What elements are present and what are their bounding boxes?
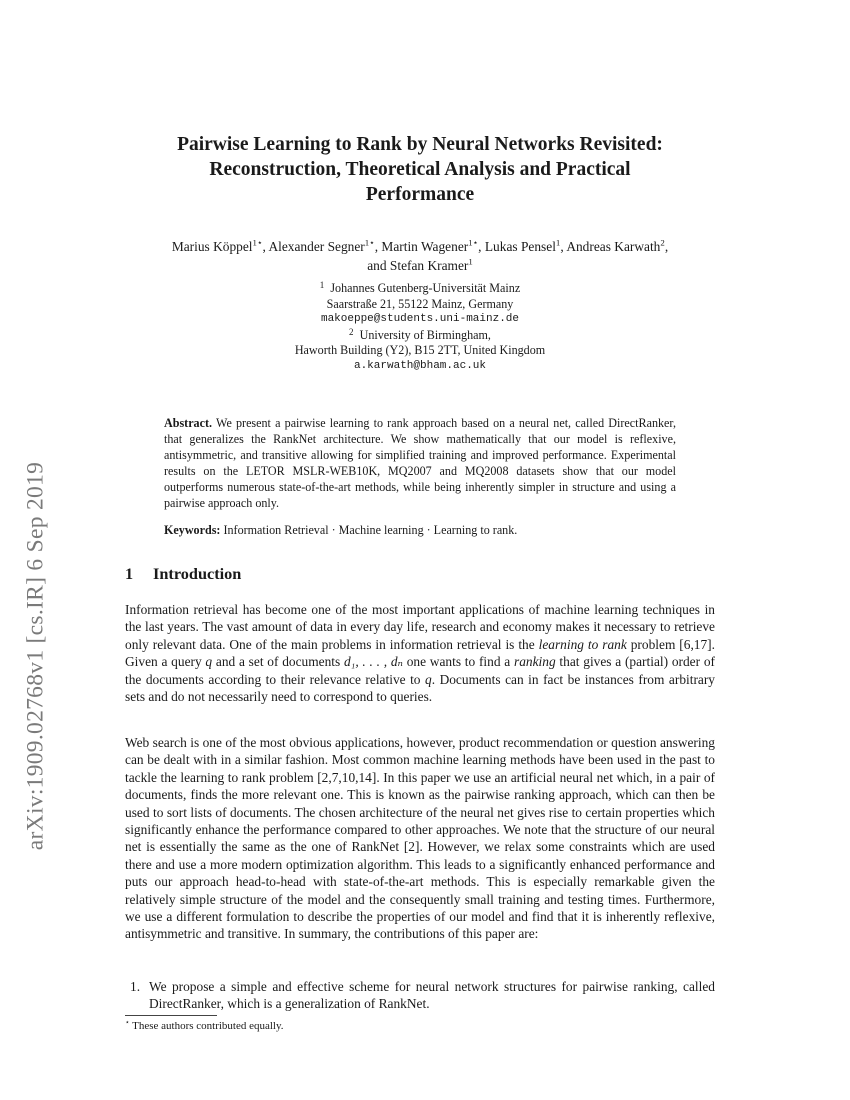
list-item xyxy=(130,978,715,1013)
email-link[interactable]: makoeppe@students.uni-mainz.de xyxy=(320,313,520,325)
affiliation-address: Saarstraße 21, 55122 Mainz, Germany xyxy=(326,296,514,311)
author-marks: 1 xyxy=(555,237,561,248)
math-var: q xyxy=(205,654,213,670)
paragraph-text: problem [6,17]. Given a query xyxy=(125,636,715,670)
footnote-rule xyxy=(125,1015,217,1016)
footnote xyxy=(125,1019,284,1033)
list-number: 1. xyxy=(130,979,141,994)
affiliation-mark: 2 xyxy=(349,326,354,337)
title-line: Performance xyxy=(365,184,475,205)
author-joiner: and xyxy=(367,258,387,273)
affiliation-name: University of Birmingham, xyxy=(359,327,491,342)
emphasis: ranking xyxy=(514,654,556,670)
author-name: Martin Wagener xyxy=(381,239,469,254)
author-name: Stefan Kramer xyxy=(389,258,469,273)
list-text: We propose a simple and effective scheme for neural network structures for pairwise ranking, called DirectRanker, which is a generalization of RankNet. xyxy=(149,979,715,1012)
math-var: d₁, . . . , dₙ xyxy=(343,654,403,670)
paragraph-text: and a set of documents xyxy=(212,654,344,670)
author-name: Alexander Segner xyxy=(268,239,365,254)
affiliation-mark: 1 xyxy=(319,280,325,290)
paragraph-text: . Documents can in fact be instances from arbitrary sets and do not necessarily need to correspond to queries. xyxy=(125,671,716,705)
author-name: Marius Köppel xyxy=(171,239,253,254)
section-title: Introduction xyxy=(153,564,242,583)
affiliation-address: Haworth Building (Y2), B15 2TT, United Kingdom xyxy=(294,343,546,357)
keywords xyxy=(164,522,676,538)
paragraph-text: one wants to find a xyxy=(402,654,514,670)
emphasis: learning to rank xyxy=(538,636,627,652)
affiliations xyxy=(125,281,715,374)
title-line: Reconstruction, Theoretical Analysis and Practical xyxy=(209,159,631,180)
author-name: Andreas Karwath xyxy=(566,239,661,254)
title-line: Pairwise Learning to Rank by Neural Networks Revisited: xyxy=(177,134,663,155)
abstract-text: We present a pairwise learning to rank approach based on a neural net, called DirectRanker, that generalizes the RankNet architecture. We show mathematically that our model is reflexive, antisymmetric, and transitive allowing for simplified training and improved performance. Experimental results on the LETOR MSLR-WEB10K, MQ2007 and MQ2008 datasets show that our model outperforms numerous state-of-the-art methods, while being inherently simpler in structure and using a pairwise approach only. xyxy=(164,416,676,510)
affiliation-name: Johannes Gutenberg-Universität Mainz xyxy=(330,281,521,295)
abstract-label: Abstract. xyxy=(164,416,213,430)
keywords-label: Keywords: xyxy=(164,523,221,537)
paper-title xyxy=(125,132,715,207)
keywords-text: Information Retrieval · Machine learning · Learning to rank. xyxy=(223,523,518,537)
section-heading xyxy=(125,564,241,584)
author-name: Lukas Pensel xyxy=(484,239,556,254)
arxiv-side-stamp: arXiv:1909.02768v1 [cs.IR] 6 Sep 2019 xyxy=(22,461,49,851)
author-list: Marius Köppel$^{1⋆}$, Alexander Segner$^{1⋆}$, Martin Wagener$^{1⋆}$, Lukas Pensel$^1$, Andreas Karwath$^2$, and Stefan Kramer$^1$ xyxy=(171,237,669,273)
paragraph-text: Information retrieval has become one of the most important applications of machine learning techniques in the last years. The vast amount of data in every day life, research and economy makes it necessary to retrieve only relevant data. One of the main problems in information retrieval is the xyxy=(125,602,715,652)
author-marks: 1⋆ xyxy=(468,237,479,248)
paragraph xyxy=(125,601,715,705)
footnote-text: These authors contributed equally. xyxy=(132,1020,284,1032)
author-marks: 1 xyxy=(468,256,473,267)
paragraph-text: that gives a (partial) order of the documents according to their relevance relative to xyxy=(125,654,715,687)
abstract xyxy=(164,415,676,511)
math-var: q xyxy=(425,671,432,687)
section-number: 1 xyxy=(125,564,134,583)
paragraph: Web search is one of the most obvious applications, however, product recommendation or question answering can be dealt with in a similar fashion. Most common machine learning methods have been used in the past to tackle the learning to rank problem [2,7,10,14]. In this paper we use an artificial neural net which, in a pair of documents, finds the more relevant one. This is known as the pairwise ranking approach, which can then be used to sort lists of documents. The chosen architecture of the neural net gives rise to certain properties which significantly enhance the performance compared to other approaches. We note that the structure of our neural net is essentially the same as the one of RankNet [2]. However, we relax some constraints which are used there and use a more modern optimization algorithm. This leads to a significantly enhanced performance and puts our approach head-to-head with state-of-the-art methods. This is especially remarkable given the relatively simple structure of the model and the consequently small training and testing times. Furthermore, we use a different formulation to describe the properties of our model and find that it is inherently reflexive, antisymmetric and transitive. In summary, the contributions of this paper are: xyxy=(125,735,715,942)
author-marks: 2 xyxy=(660,237,665,248)
author-marks: 1⋆ xyxy=(364,237,375,248)
email-link[interactable]: a.karwath@bham.ac.uk xyxy=(353,359,487,372)
footnote-mark: ⋆ xyxy=(125,1018,130,1027)
author-marks: 1⋆ xyxy=(252,237,263,248)
